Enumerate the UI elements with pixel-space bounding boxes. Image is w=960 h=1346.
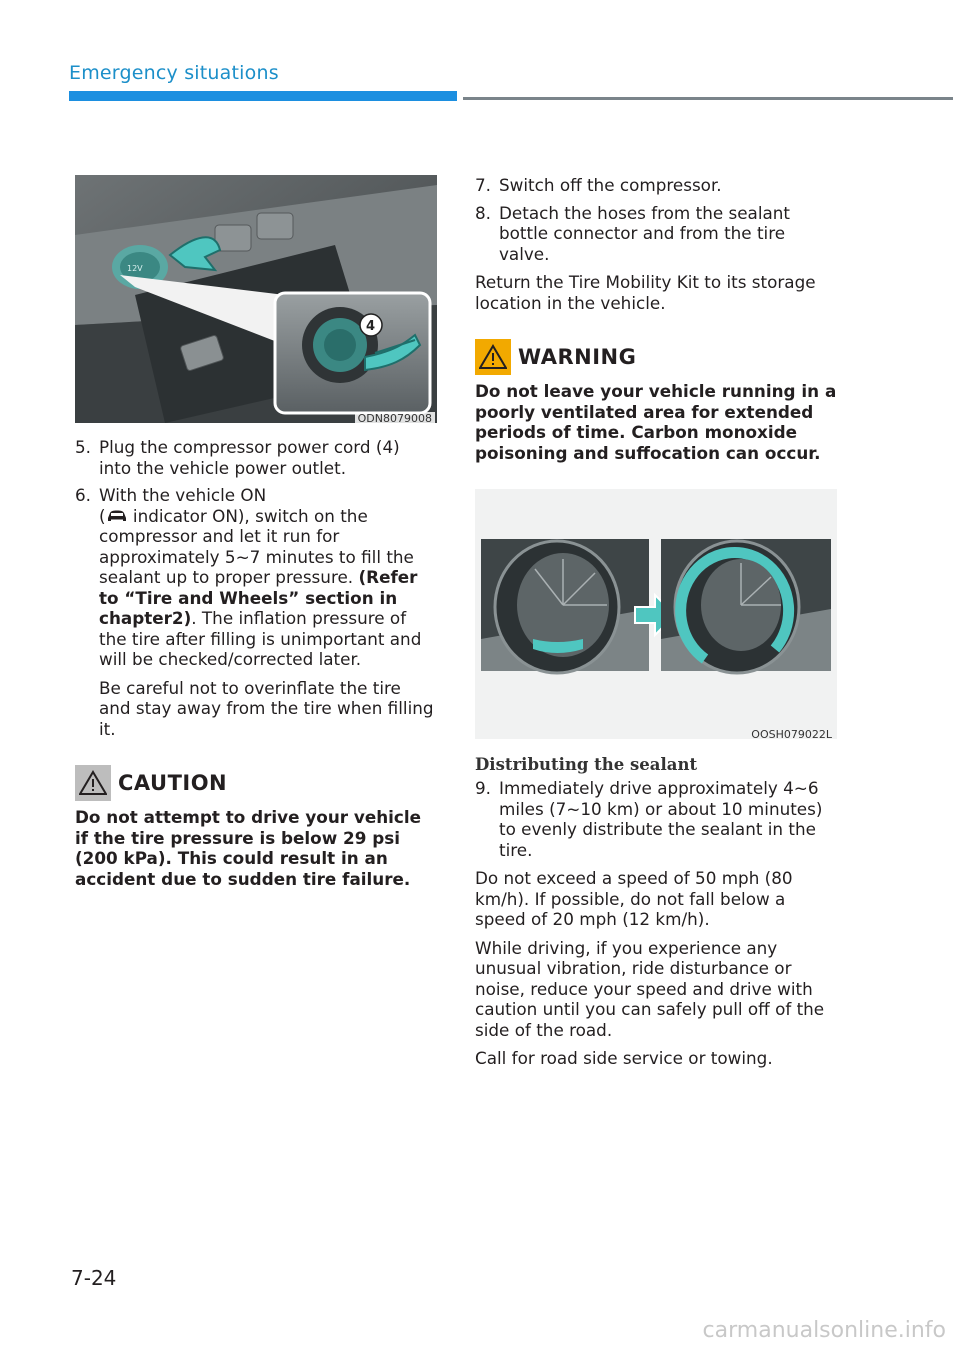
subheading: Distributing the sealant [475, 755, 698, 774]
outlet-label: 12V [127, 264, 143, 273]
step-text: Plug the compressor power cord (4) into the vehicle power outlet. [99, 437, 400, 478]
page-number: 7-24 [71, 1266, 117, 1290]
power-outlet-figure [75, 175, 437, 427]
step-reference: (Refer to “Tire and Wheels” section in chapter2) [99, 567, 418, 628]
header-accent-bar [69, 91, 457, 101]
warning-body: Do not leave your vehicle running in a poorly ventilated area for extended periods of time. Carbon monoxide poisoning and suffocation can occur. [475, 381, 837, 463]
section-title: Emergency situations [69, 62, 279, 84]
step-6-note [75, 678, 437, 740]
tire-sealant-illustration [475, 489, 837, 739]
figure-code: OOSH079022L [751, 728, 832, 741]
service-paragraph: Call for road side service or towing. [475, 1048, 773, 1068]
figure-code: ODN8079008 [355, 412, 435, 425]
step-note: Be careful not to overinflate the tire and stay away from the tire when filling it. [99, 677, 434, 739]
speed-paragraph: Do not exceed a speed of 50 mph (80 km/h). If possible, do not fall below a speed of 20 mph (12 km/h). [475, 868, 793, 929]
sealant-figure [475, 489, 837, 743]
step-text: Immediately drive approximately 4~6 miles (7~10 km) or about 10 minutes) to evenly distribute the sealant in the tire. [499, 778, 823, 860]
step-text-b: indicator ON), switch on the compressor and let it run for approximately 5~7 minutes to fill the sealant up to proper pressure. [99, 505, 414, 587]
step-text: Detach the hoses from the sealant bottle connector and from the tire valve. [499, 202, 791, 264]
step-number: 5. [75, 437, 92, 457]
step-8 [475, 203, 837, 265]
step-9 [475, 778, 837, 860]
watermark: carmanualsonline.info [702, 1318, 946, 1343]
step-5 [75, 437, 437, 478]
caution-body: Do not attempt to drive your vehicle if the tire pressure is below 29 psi (200 kPa). This could result in an accident due to sudden tire failure. [75, 807, 421, 889]
left-column [75, 175, 437, 889]
step-text-a: With the vehicle ON [99, 485, 267, 505]
step-number: 8. [475, 202, 492, 223]
caution-header [75, 765, 437, 801]
step-6 [75, 485, 437, 670]
step-text: Switch off the compressor. [499, 175, 722, 195]
step-7 [475, 175, 837, 196]
step-number: 7. [475, 175, 492, 195]
warning-triangle-icon [75, 765, 111, 801]
warning-header [475, 339, 837, 375]
caution-title: CAUTION [118, 771, 228, 795]
step-number: 6. [75, 485, 92, 505]
step-text-c: . The inflation pressure of the tire after filling is unimportant and will be checked/corrected later. [99, 608, 422, 669]
step-text: With the vehicle ON ( indicator ON), switch on the compressor and let it run for approximately 5~7 minutes to fill the sealant up to proper pressure. (Refer to “Tire and Wheels” section in chapter2). The inflation pressure of the tire after filling is unimportant and will be checked/corrected later. [99, 485, 422, 669]
return-kit-text: Return the Tire Mobility Kit to its storage location in the vehicle. [475, 272, 816, 313]
warning-title: WARNING [518, 345, 637, 369]
vibration-paragraph: While driving, if you experience any unusual vibration, ride disturbance or noise, reduce your speed and drive with caution until you can safely pull off of the side of the road. [475, 937, 825, 1040]
header-rule [463, 97, 953, 100]
warning-triangle-icon [475, 339, 511, 375]
right-column [475, 175, 837, 1069]
vehicle-ready-icon [106, 509, 128, 523]
step-number: 9. [475, 778, 492, 798]
callout-number: 4 [366, 319, 376, 334]
power-outlet-illustration [75, 175, 437, 423]
